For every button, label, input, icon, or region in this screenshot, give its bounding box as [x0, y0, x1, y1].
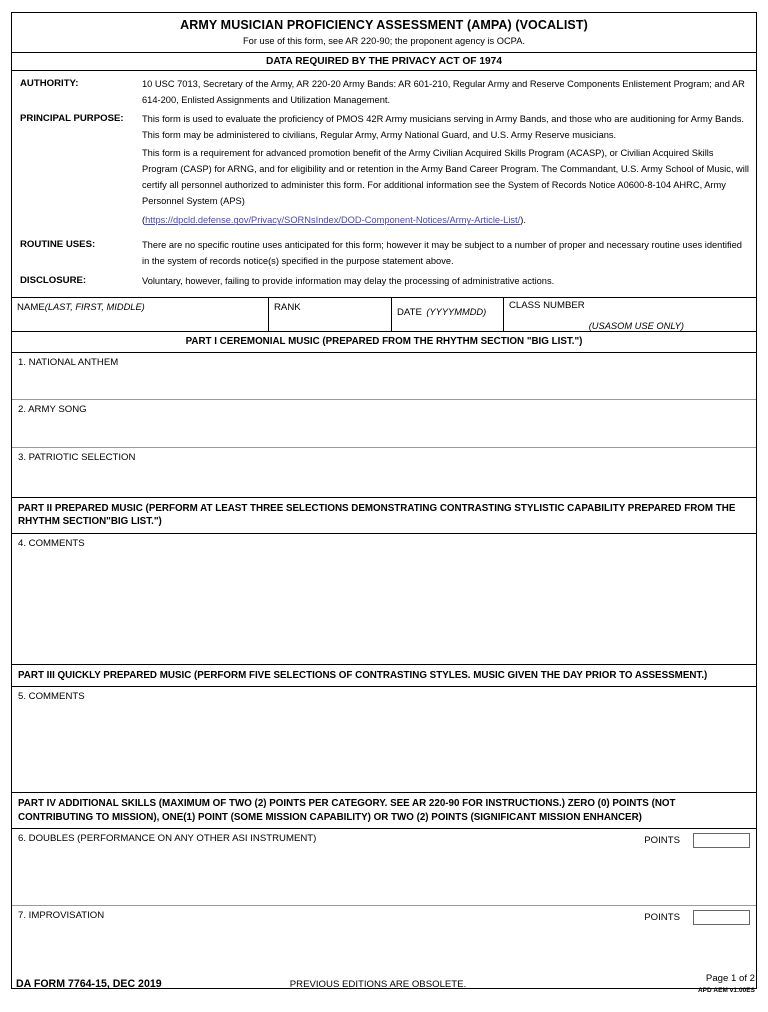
item-comments-part3-label: 5. COMMENTS [18, 691, 85, 703]
name-hint: (LAST, FIRST, MIDDLE) [44, 302, 145, 313]
item-doubles[interactable] [12, 829, 756, 906]
name-label: NAME [17, 302, 45, 314]
disclosure-label: DISCLOSURE: [20, 275, 87, 287]
item-comments-part2[interactable] [12, 534, 756, 664]
doubles-points-label: POINTS [644, 835, 680, 847]
date-label: DATE [397, 307, 422, 319]
routine-uses-row [12, 238, 756, 270]
item-national-anthem[interactable] [12, 353, 756, 400]
item-national-anthem-label: 1. NATIONAL ANTHEM [18, 356, 119, 368]
part2-banner: PART II PREPARED MUSIC (PERFORM AT LEAST THREE SELECTIONS DEMONSTRATING CONTRASTING STYLISTIC CAPABILITY PREPARED FROM THE RHYTHM SECTION"BIG LIST.") [12, 497, 756, 534]
item-doubles-label: 6. DOUBLES (PERFORMANCE ON ANY OTHER ASI INSTRUMENT) [18, 833, 317, 845]
item-army-song[interactable] [12, 400, 756, 448]
class-number-hint: (USASOM USE ONLY) [588, 321, 684, 332]
date-hint: (YYYYMMDD) [426, 307, 487, 318]
privacy-act-body [12, 71, 756, 299]
form-subtitle: For use of this form, see AR 220-90; the proponent agency is OCPA. [243, 36, 525, 46]
date-field[interactable] [391, 298, 503, 331]
item-comments-part3[interactable] [12, 687, 756, 792]
form-footer [11, 973, 757, 1004]
identity-row [12, 298, 756, 332]
principal-purpose-link-line [142, 213, 750, 229]
routine-uses-label: ROUTINE USES: [20, 239, 96, 251]
improvisation-points-input[interactable] [693, 910, 750, 925]
improvisation-points-label: POINTS [644, 912, 680, 924]
form-title: ARMY MUSICIAN PROFICIENCY ASSESSMENT (AMPA) (VOCALIST) [180, 18, 588, 32]
previous-editions-note: PREVIOUS EDITIONS ARE OBSOLETE. [289, 979, 467, 990]
part3-banner: PART III QUICKLY PREPARED MUSIC (PERFORM FIVE SELECTIONS OF CONTRASTING STYLES. MUSIC GIVEN THE DAY PRIOR TO ASSESSMENT.) [12, 664, 756, 688]
privacy-act-header: DATA REQUIRED BY THE PRIVACY ACT OF 1974 [12, 53, 756, 71]
apd-version: APD AEM v1.00ES [697, 987, 755, 994]
item-patriotic-selection-label: 3. PATRIOTIC SELECTION [18, 451, 136, 463]
principal-purpose-text [142, 112, 750, 230]
item-patriotic-selection[interactable] [12, 448, 756, 497]
part1-banner: PART I CEREMONIAL MUSIC (PREPARED FROM THE RHYTHM SECTION "BIG LIST.") [12, 332, 756, 353]
authority-text: 10 USC 7013, Secretary of the Army, AR 220-20 Army Bands: AR 601-210, Regular Army and Reserve Components Enlistement Program; and AR 614-200, Enlisted Assignments and Utilization Management. [142, 78, 745, 105]
disclosure-text: Voluntary, however, failing to provide information may delay the processing of administrative actions. [142, 276, 555, 287]
page-number: Page 1 of 2 [705, 973, 755, 984]
part4-banner: PART IV ADDITIONAL SKILLS (MAXIMUM OF TWO (2) POINTS PER CATEGORY. SEE AR 220-90 FOR INSTRUCTIONS.) ZERO (0) POINTS (NOT CONTRIBUTING TO MISSION), ONE(1) POINT (SOME MISSION CAPABILITY) OR TWO (2) POINTS (SIGNIFICANT MISSION ENHANCER) [12, 792, 756, 829]
routine-uses-text: There are no specific routine uses anticipated for this form; however it may be subject to a number of proper and necessary routine uses identified in the system of records notice(s) specified in the purpose statement above. [142, 240, 742, 267]
class-number-field[interactable] [503, 298, 756, 331]
doubles-points-input[interactable] [693, 833, 750, 848]
item-army-song-label: 2. ARMY SONG [18, 403, 87, 415]
link-paren-open: ( [142, 215, 146, 226]
rank-field[interactable] [268, 298, 391, 331]
item-improvisation[interactable] [12, 906, 756, 988]
class-number-label: CLASS NUMBER [509, 300, 585, 312]
disclosure-row [12, 274, 756, 290]
principal-purpose-label: PRINCIPAL PURPOSE: [20, 112, 124, 124]
principal-purpose-paragraph-2: This form is a requirement for advanced promotion benefit of the Army Civilian Acquired Skills Program (ACASP), or Civilian Acquired Skills Program (CASP) for ARNG, and for eligibility and or retention in the Army Band Career Program. The Commandant, U.S. Army School of Music, will certify all personnel authorized to administer this form. For additional information see the System of Records Notice A0600-8-104 AHRC, Army Personnel System (APS) [142, 148, 749, 207]
principal-purpose-row [12, 112, 756, 230]
doubles-points-group [644, 833, 750, 848]
link-paren-close: ). [520, 215, 526, 226]
principal-purpose-paragraph-1: This form is used to evaluate the proficiency of PMOS 42R Army musicians serving in Army Bands, and those who are auditioning for Army Bands. This form may be administered to civilians, Regular Army, Army National Guard, and U.S. Army Reserve musicians. [142, 113, 744, 140]
authority-row [12, 77, 756, 109]
form-title-block [12, 13, 756, 53]
sorn-index-link[interactable]: https://dpcld.defense.gov/Privacy/SORNsIndex/DOD-Component-Notices/Army-Article-List/ [145, 215, 521, 226]
item-comments-part2-label: 4. COMMENTS [18, 537, 85, 549]
form-body [11, 12, 757, 989]
name-field[interactable] [12, 298, 268, 331]
form-id: DA FORM 7764-15, DEC 2019 [16, 978, 162, 990]
rank-label: RANK [274, 302, 301, 314]
item-improvisation-label: 7. IMPROVISATION [18, 910, 105, 922]
authority-label: AUTHORITY: [20, 77, 79, 89]
improvisation-points-group [644, 910, 750, 925]
